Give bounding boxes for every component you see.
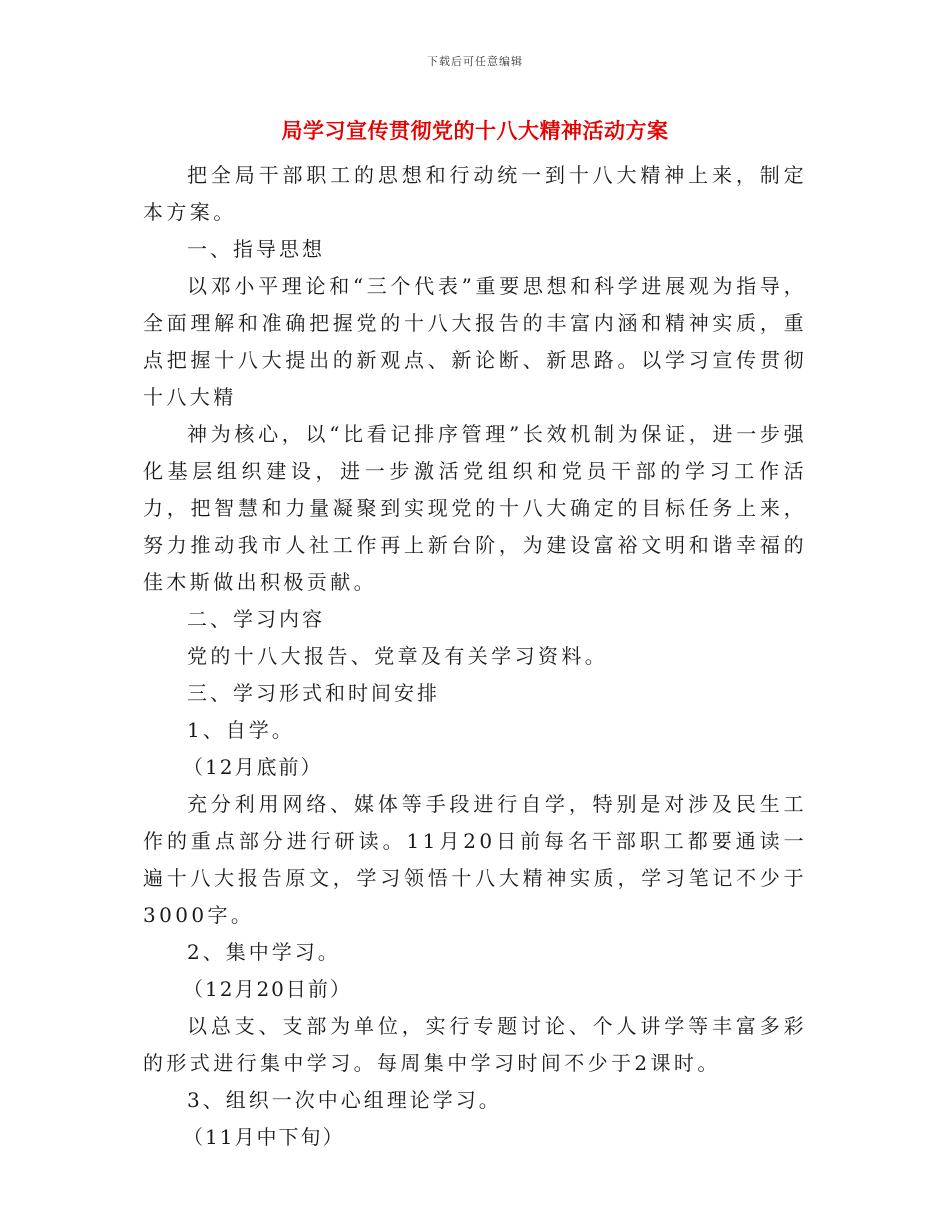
item-center-group-study: 3、组织一次中心组理论学习。 <box>187 1088 502 1112</box>
item-group-study: 2、集中学习。 <box>187 940 341 964</box>
page-header-note: 下载后可任意编辑 <box>427 55 523 68</box>
section-heading-guiding-thought: 一、指导思想 <box>187 237 325 261</box>
section-heading-study-format: 三、学习形式和时间安排 <box>187 681 440 705</box>
self-study-deadline: （12月底前） <box>183 755 323 779</box>
document-title: 局学习宣传贯彻党的十八大精神活动方案 <box>281 118 669 143</box>
item-self-study: 1、自学。 <box>187 718 295 742</box>
group-study-deadline: （12月20日前） <box>183 977 352 1001</box>
study-content-paragraph: 党的十八大报告、党章及有关学习资料。 <box>187 644 609 668</box>
document-body <box>143 156 807 1156</box>
guiding-thought-paragraph: 以邓小平理论和“三个代表”重要思想和科学进展观为指导，全面理解和准确把握党的十八大报告的丰富内涵和精神实质，重点把握十八大提出的新观点、新论断、新思路。以学习宣传贯彻十八大精 <box>143 274 807 409</box>
group-study-paragraph: 以总支、支部为单位，实行专题讨论、个人讲学等丰富多彩的形式进行集中学习。每周集中学习时间不少于2课时。 <box>143 1014 807 1075</box>
center-group-study-timing: （11月中下旬） <box>183 1125 345 1149</box>
guiding-thought-continuation: 神为核心，以“比看记排序管理”长效机制为保证，进一步强化基层组织建设，进一步激活党组织和党员干部的学习工作活力，把智慧和力量凝聚到实现党的十八大确定的目标任务上来，努力推动我市人社工作再上新台阶，为建设富裕文明和谐幸福的佳木斯做出积极贡献。 <box>143 422 807 594</box>
self-study-paragraph: 充分利用网络、媒体等手段进行自学，特别是对涉及民生工作的重点部分进行研读。11月20日前每名干部职工都要通读一遍十八大报告原文，学习领悟十八大精神实质，学习笔记不少于3000字。 <box>143 792 807 927</box>
intro-paragraph: 把全局干部职工的思想和行动统一到十八大精神上来，制定本方案。 <box>143 163 807 224</box>
section-heading-study-content: 二、学习内容 <box>187 607 325 631</box>
